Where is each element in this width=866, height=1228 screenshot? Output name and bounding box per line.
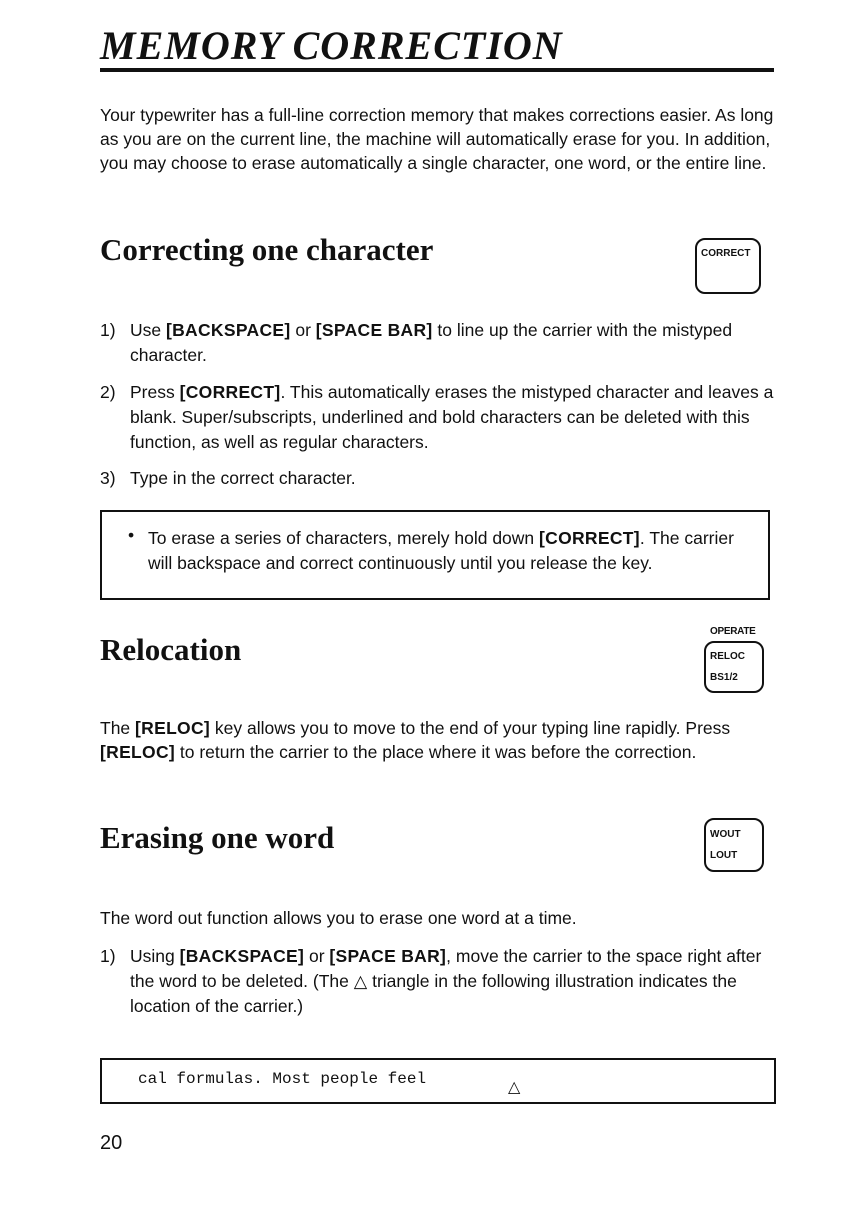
reloc-key-icon: RELOC BS1/2	[704, 641, 764, 693]
word-out-intro: The word out function allows you to erase one word at a time.	[100, 908, 577, 928]
heading-erasing-one-word: Erasing one word	[100, 820, 335, 855]
word-step-1: 1) Using [BACKSPACE] or [SPACE BAR], move the carrier to the space right after the word to be deleted. (The △ triangle in the following illustration indicates the location of the carrier.)	[100, 946, 762, 1016]
operate-caption: OPERATE	[710, 626, 756, 637]
correct-key-label: CORRECT	[701, 248, 751, 259]
correct-step-3: 3) Type in the correct character.	[100, 468, 356, 488]
bullet-icon: •	[128, 525, 135, 545]
correct-key-icon	[695, 238, 761, 294]
word-out-key-icon: WOUT LOUT	[704, 818, 764, 872]
heading-correcting-one-character: Correcting one character	[100, 232, 434, 267]
triangle-icon: △	[353, 971, 368, 991]
correct-step-2: 2) Press [CORRECT]. This automatically erases the mistyped character and leaves a blank. Super/subscripts, underlined and bold characters can be deleted with this function, as well as regular characters.	[100, 382, 774, 452]
sample-illustration	[100, 1058, 776, 1104]
note-box	[100, 510, 770, 600]
correct-step-1: 1) Use [BACKSPACE] or [SPACE BAR] to line up the carrier with the mistyped character.	[100, 320, 733, 365]
relocation-paragraph: The [RELOC] key allows you to move to the end of your typing line rapidly. Press [RELOC] to return the carrier to the place where it was before the correction.	[100, 718, 731, 762]
carrier-triangle-icon: △	[508, 1079, 521, 1096]
note-text: To erase a series of characters, merely hold down [CORRECT]. The carrier will backspace and correct continuously until you release the key.	[148, 528, 734, 573]
intro-paragraph: Your typewriter has a full-line correction memory that makes corrections easier. As long as you are on the current line, the machine will automatically erase for you. In addition, you may choose to erase automatically a single character, one word, or the entire line.	[100, 105, 774, 173]
page-number: 20	[100, 1132, 123, 1154]
page-title: MEMORY CORRECTION	[100, 23, 563, 68]
heading-relocation: Relocation	[100, 632, 242, 667]
sample-text: cal formulas. Most people feel	[138, 1070, 427, 1088]
title-underline	[100, 68, 774, 72]
